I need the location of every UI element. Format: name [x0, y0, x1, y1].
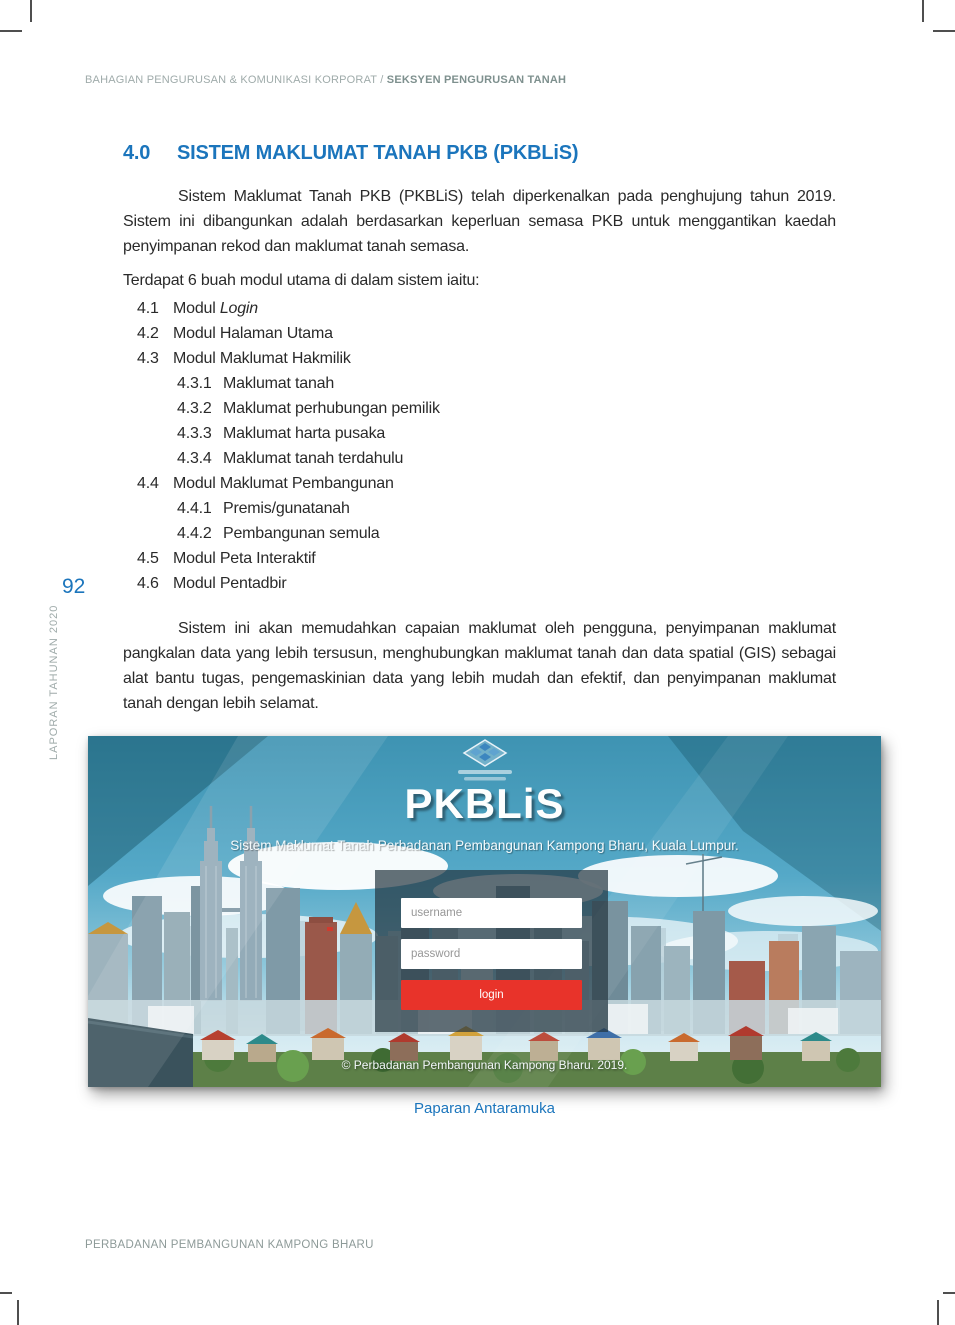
- report-title-vertical: LAPORAN TAHUNAN 2020: [48, 604, 60, 760]
- running-header: [85, 74, 566, 86]
- page-number: 92: [62, 575, 86, 598]
- module-item-4.3.4: 4.3.4 Maklumat tanah terdahulu: [177, 450, 404, 467]
- module-list: [123, 296, 836, 596]
- crop-mark-bottom-right-h: [943, 1292, 955, 1294]
- login-panel: [375, 870, 608, 1032]
- app-subtitle: Sistem Maklumat Tanah Perbadanan Pembangunan Kampong Bharu, Kuala Lumpur.: [230, 838, 739, 853]
- section-heading: [123, 142, 578, 165]
- module-item-4.3.2: 4.3.2 Maklumat perhubungan pemilik: [177, 400, 440, 417]
- header-separator: /: [377, 74, 387, 86]
- crop-mark-top-left-h: [0, 30, 22, 32]
- username-input[interactable]: [401, 898, 582, 928]
- crop-mark-bottom-right-v: [937, 1300, 939, 1325]
- paragraph-1: Sistem Maklumat Tanah PKB (PKBLiS) telah diperkenalkan pada penghujung tahun 2019. Sistem ini dibangunkan adalah berdasarkan keperluan semasa PKB untuk menggantikan kaedah penyimpanan rekod dan maklumat tanah semasa.: [123, 188, 836, 255]
- module-item-4.1: 4.1 Modul Login: [137, 300, 258, 317]
- paragraph-2: Sistem ini akan memudahkan capaian maklumat oleh pengguna, penyimpanan maklumat pangkalan data yang lebih tersusun, menghubungkan maklumat tanah dan data spatial (GIS) sebagai alat bantu tugas, pengemaskinian data yang lebih mudah dan efektif, dan penyimpanan maklumat tanah dengan lebih selamat.: [123, 620, 836, 712]
- section-title: SISTEM MAKLUMAT TANAH PKB (PKBLiS): [177, 142, 579, 164]
- figure-login-screenshot: [88, 736, 881, 1087]
- module-item-4.3.3: 4.3.3 Maklumat harta pusaka: [177, 425, 386, 442]
- module-item-4.3.1: 4.3.1 Maklumat tanah: [177, 375, 335, 392]
- footer-text: PERBADANAN PEMBANGUNAN KAMPONG BHARU: [85, 1239, 374, 1251]
- module-item-4.2: 4.2 Modul Halaman Utama: [137, 325, 333, 342]
- header-department: BAHAGIAN PENGURUSAN & KOMUNIKASI KORPORAT: [85, 74, 378, 86]
- module-item-4.5: 4.5 Modul Peta Interaktif: [137, 550, 316, 567]
- figure-caption: Paparan Antaramuka: [414, 1100, 555, 1117]
- crop-mark-top-right-h: [933, 30, 955, 32]
- password-input[interactable]: [401, 939, 582, 969]
- section-number: 4.0: [123, 142, 151, 164]
- crop-mark-top-right-v: [922, 0, 924, 22]
- module-item-4.4.1: 4.4.1 Premis/gunatanah: [177, 500, 350, 517]
- module-item-4.3: 4.3 Modul Maklumat Hakmilik: [137, 350, 351, 367]
- module-item-4.4.2: 4.4.2 Pembangunan semula: [177, 525, 380, 542]
- crop-mark-bottom-left-v: [17, 1300, 19, 1325]
- list-intro: Terdapat 6 buah modul utama di dalam sistem iaitu:: [123, 272, 480, 289]
- crop-mark-top-left-v: [30, 0, 32, 22]
- crop-mark-bottom-left-h: [0, 1292, 12, 1294]
- header-section: SEKSYEN PENGURUSAN TANAH: [386, 74, 567, 86]
- module-item-4.4: 4.4 Modul Maklumat Pembangunan: [137, 475, 394, 492]
- app-title: PKBLiS: [404, 780, 565, 827]
- login-button[interactable]: login: [401, 980, 582, 1010]
- copyright-text: © Perbadanan Pembangunan Kampong Bharu. 2019.: [341, 1058, 628, 1072]
- module-item-4.6: 4.6 Modul Pentadbir: [137, 575, 287, 592]
